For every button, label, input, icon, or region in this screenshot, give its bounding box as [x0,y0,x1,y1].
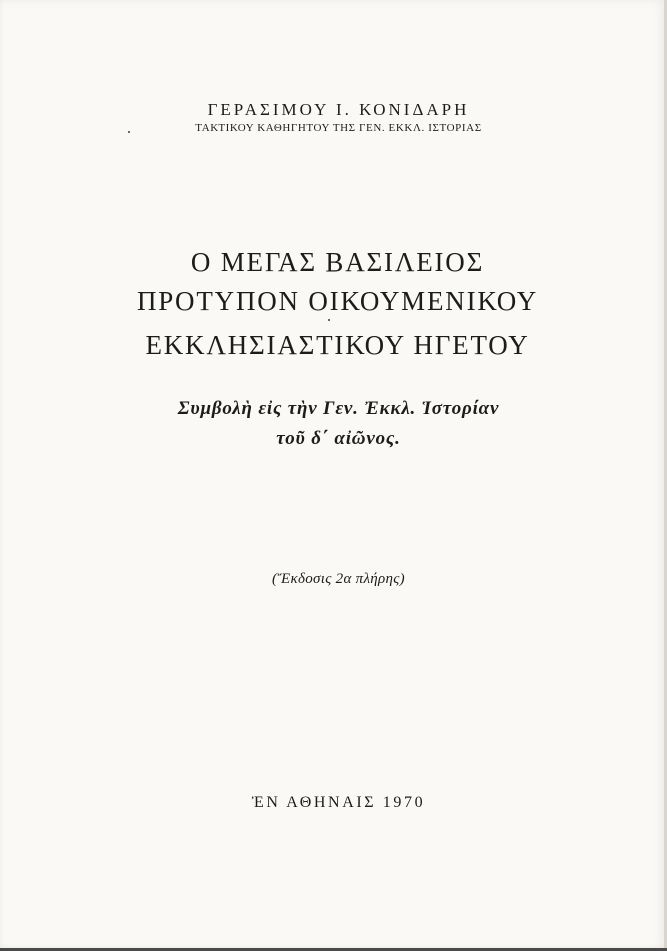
subtitle-line-1: Συμβολὴ εἰς τὴν Γεν. Ἐκκλ. Ἱστορίαν [177,398,500,419]
author-name: ΓΕΡΑΣΙΜΟΥ Ι. ΚΟΝΙΔΑΡΗ [207,100,470,119]
paper-speck [128,131,130,133]
title-line-2: ΠΡΟΤΥΠΟΝ ΟΙΚΟΥΜΕΝΙΚΟΥ [136,286,539,316]
subtitle-line-2: τοῦ δ΄ αἰῶνος. [276,428,401,449]
title-line-3: ΕΚΚΛΗΣΙΑΣΤΙΚΟΥ ΗΓΕΤΟΥ [145,330,530,360]
publication-imprint: ἘΝ ΑΘΗΝΑΙΣ 1970 [251,794,426,811]
author-title: ΤΑΚΤΙΚΟΥ ΚΑΘΗΓΗΤΟΥ ΤΗΣ ΓΕΝ. ΕΚΚΛ. ΙΣΤΟΡΙΑΣ [195,122,482,134]
edition-note: (Ἔκδοσις 2α πλήρης) [272,571,405,587]
title-line-1: Ο ΜΕΓΑΣ ΒΑΣΙΛΕΙΟΣ [190,247,485,277]
paper-speck [328,319,330,321]
